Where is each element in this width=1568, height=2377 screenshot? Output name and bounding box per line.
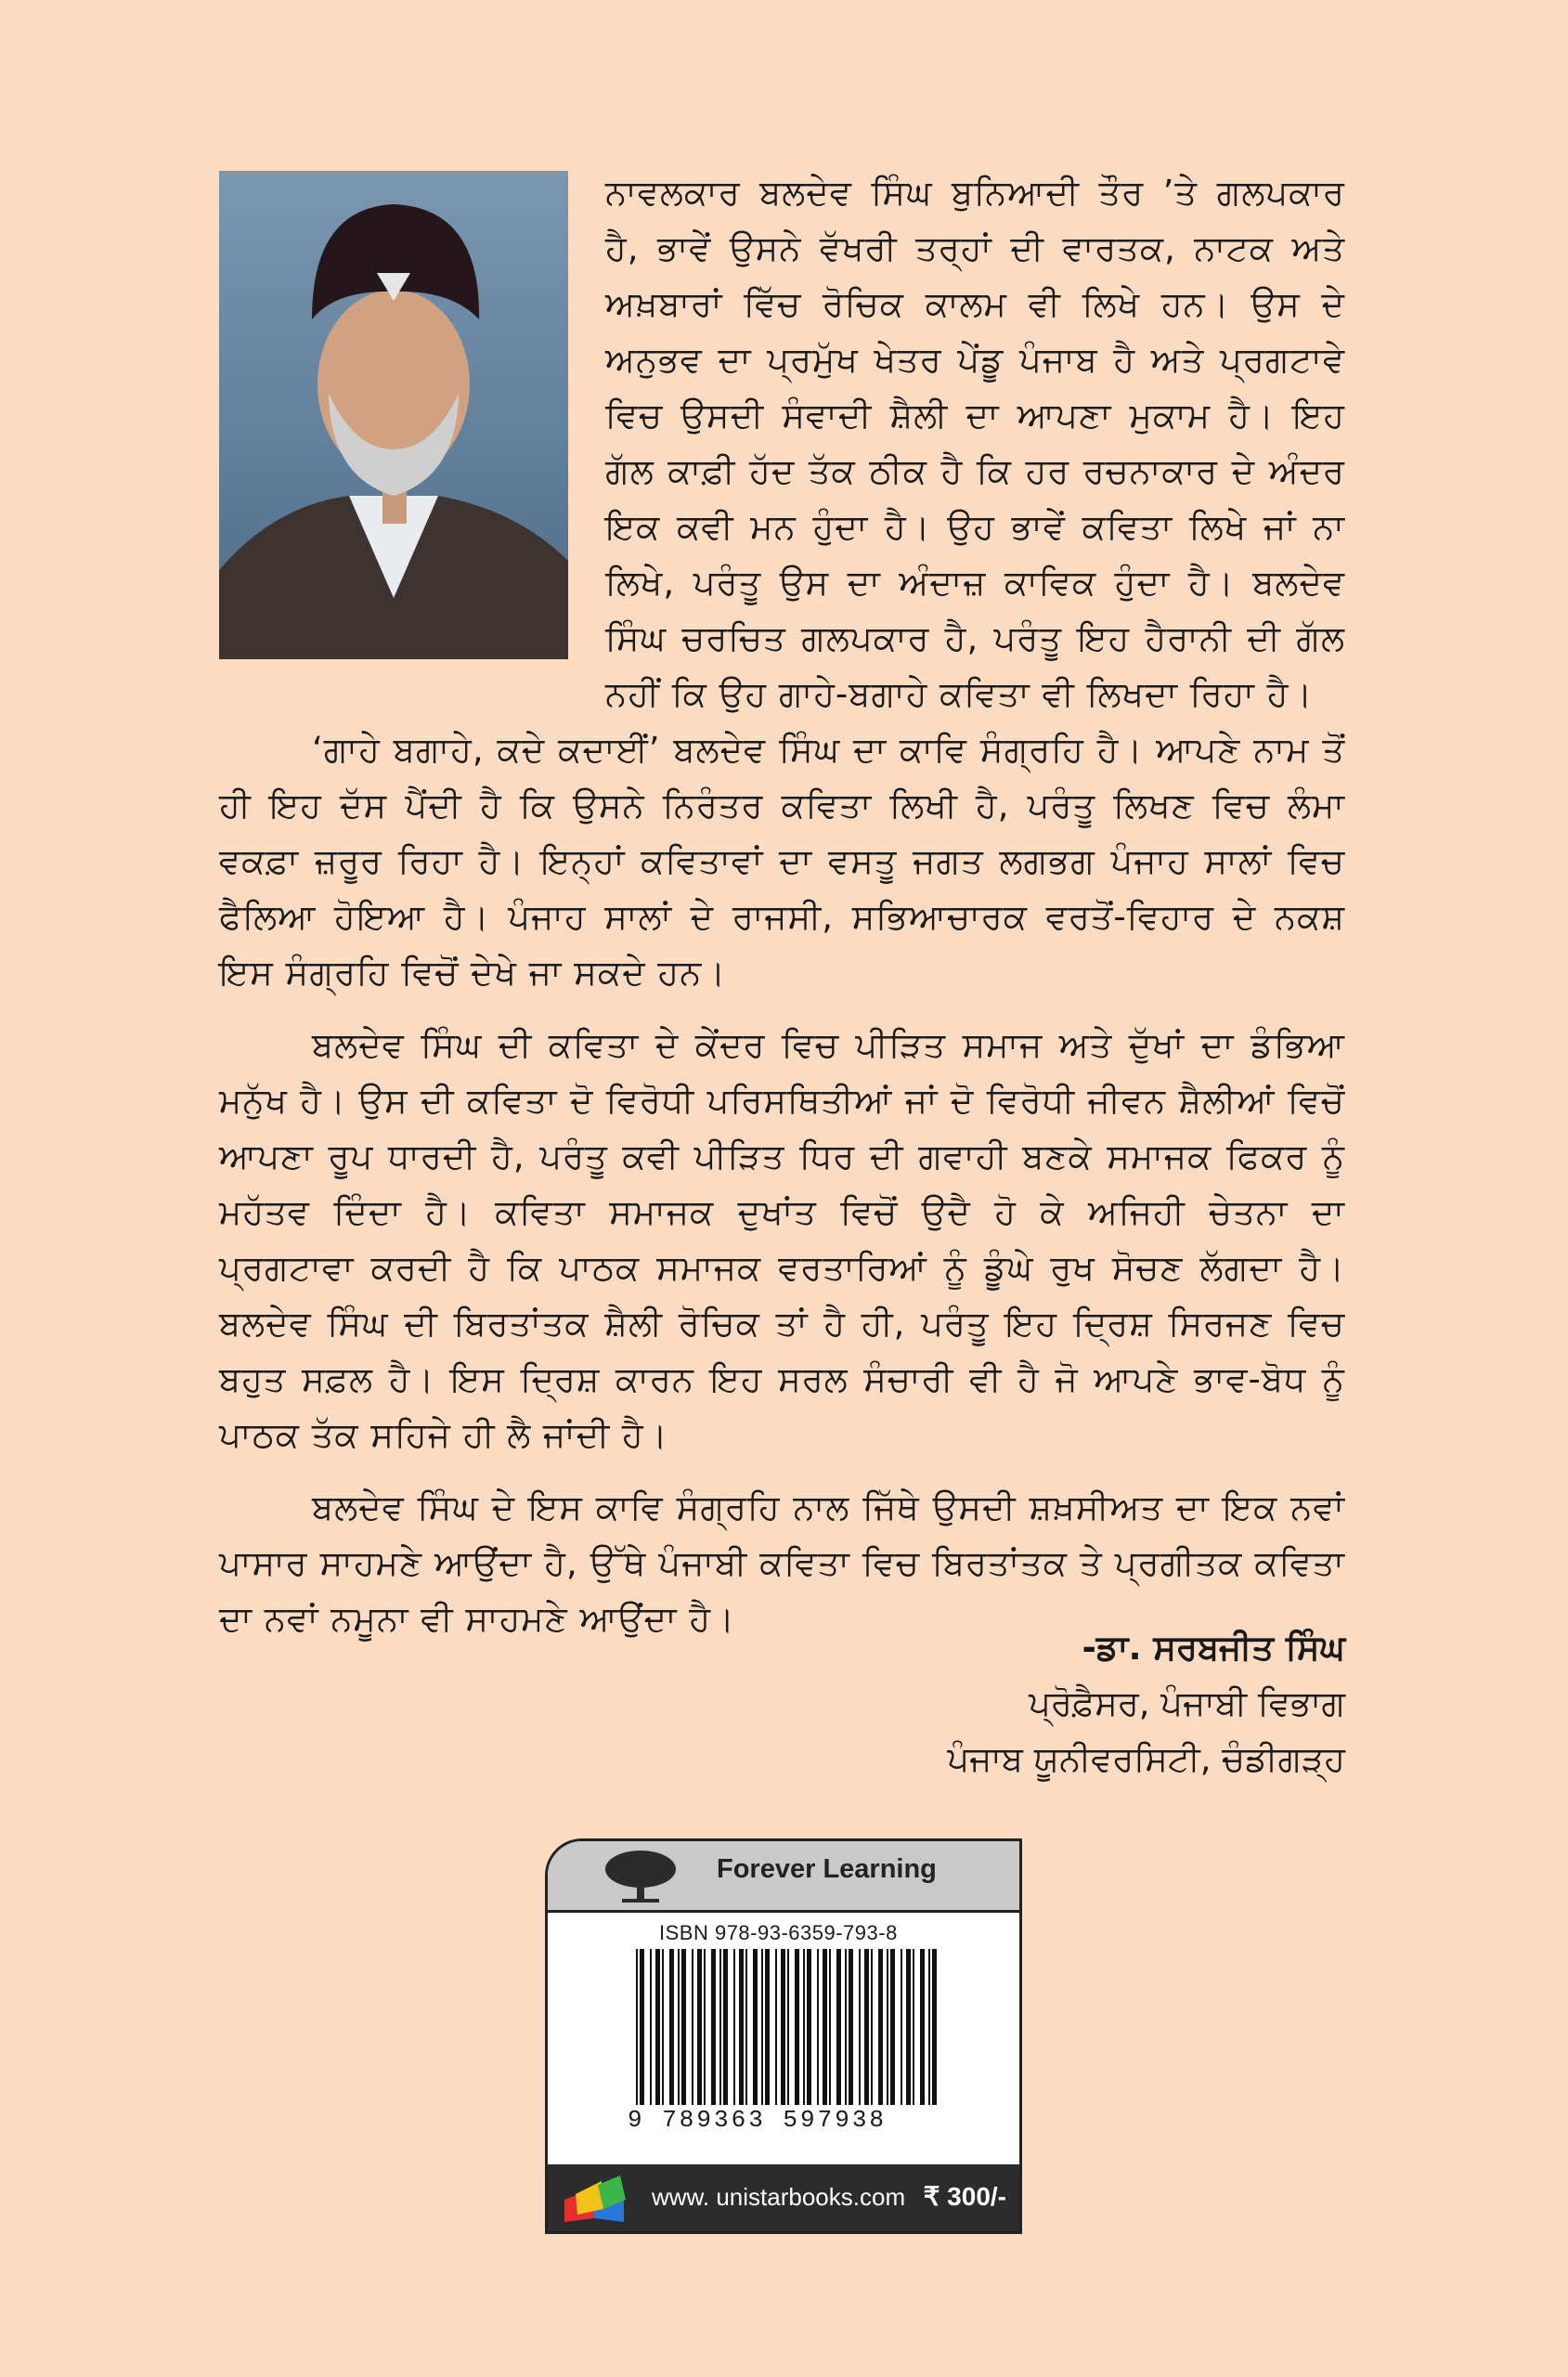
book-price: ₹ 300/- (923, 2182, 1006, 2211)
publisher-tagline: Forever Learning (717, 1854, 937, 1884)
barcode-box (545, 1838, 1022, 2234)
signature-affiliation: ਪੰਜਾਬ ਯੂਨੀਵਰਸਿਟੀ, ਚੰਡੀਗੜ੍ਹ (947, 1739, 1345, 1779)
paragraph-2: ‘ਗਾਹੇ ਬਗਾਹੇ, ਕਦੇ ਕਦਾਈਂ’ ਬਲਦੇਵ ਸਿੰਘ ਦਾ ਕਾਵਿ ਸੰਗ੍ਰਹਿ ਹੈ। ਆਪਣੇ ਨਾਮ ਤੋਂ ਹੀ ਇਹ ਦੱਸ ਪੈਂਦੀ ਹੈ ਕਿ ਉਸਨੇ ਨਿਰੰਤਰ ਕਵਿਤਾ ਲਿਖੀ ਹੈ, ਪਰੰਤੂ ਲਿਖਣ ਵਿਚ ਲੰਮਾ ਵਕਫ਼ਾ ਜ਼ਰੂਰ ਰਿਹਾ ਹੈ। ਇਨ੍ਹਾਂ ਕਵਿਤਾਵਾਂ ਦਾ ਵਸਤੂ ਜਗਤ ਲਗਭਗ ਪੰਜਾਹ ਸਾਲਾਂ ਵਿਚ ਫੈਲਿਆ ਹੋਇਆ ਹੈ। ਪੰਜਾਹ ਸਾਲਾਂ ਦੇ ਰਾਜਸੀ, ਸਭਿਆਚਾਰਕ ਵਰਤੋਂ-ਵਿਹਾਰ ਦੇ ਨਕਸ਼ ਇਸ ਸੰਗ੍ਰਹਿ ਵਿਚੋਂ ਦੇਖੇ ਜਾ ਸਕਦੇ ਹਨ। (219, 730, 1345, 993)
signature-block (947, 1620, 1345, 1787)
signature-name: -ਡਾ. ਸਰਬਜੀਤ ਸਿੰਘ (1082, 1628, 1345, 1668)
isbn-text: ISBN 978-93-6359-793-8 (659, 1921, 898, 1944)
publisher-website: www. unistarbooks.com (652, 2183, 906, 2211)
publisher-footer (548, 2164, 1019, 2231)
body-text (219, 722, 1345, 1647)
author-photo (219, 171, 568, 659)
paragraph-3: ਬਲਦੇਵ ਸਿੰਘ ਦੀ ਕਵਿਤਾ ਦੇ ਕੇਂਦਰ ਵਿਚ ਪੀੜਿਤ ਸਮਾਜ ਅਤੇ ਦੁੱਖਾਂ ਦਾ ਡੰਭਿਆ ਮਨੁੱਖ ਹੈ। ਉਸ ਦੀ ਕਵਿਤਾ ਦੋ ਵਿਰੋਧੀ ਪਰਿਸਥਿਤੀਆਂ ਜਾਂ ਦੋ ਵਿਰੋਧੀ ਜੀਵਨ ਸ਼ੈਲੀਆਂ ਵਿਚੋਂ ਆਪਣਾ ਰੂਪ ਧਾਰਦੀ ਹੈ, ਪਰੰਤੂ ਕਵੀ ਪੀੜਿਤ ਧਿਰ ਦੀ ਗਵਾਹੀ ਬਣਕੇ ਸਮਾਜਕ ਫਿਕਰ ਨੂੰ ਮਹੱਤਵ ਦਿੰਦਾ ਹੈ। ਕਵਿਤਾ ਸਮਾਜਕ ਦੁਖਾਂਤ ਵਿਚੋਂ ਉਦੈ ਹੋ ਕੇ ਅਜਿਹੀ ਚੇਤਨਾ ਦਾ ਪ੍ਰਗਟਾਵਾ ਕਰਦੀ ਹੈ ਕਿ ਪਾਠਕ ਸਮਾਜਕ ਵਰਤਾਰਿਆਂ ਨੂੰ ਡੂੰਘੇ ਰੁਖ ਸੋਚਣ ਲੱਗਦਾ ਹੈ। ਬਲਦੇਵ ਸਿੰਘ ਦੀ ਬਿਰਤਾਂਤਕ ਸ਼ੈਲੀ ਰੋਚਿਕ ਤਾਂ ਹੈ ਹੀ, ਪਰੰਤੂ ਇਹ ਦ੍ਰਿਸ਼ ਸਿਰਜਣ ਵਿਚ ਬਹੁਤ ਸਫ਼ਲ ਹੈ। ਇਸ ਦ੍ਰਿਸ਼ ਕਾਰਨ ਇਹ ਸਰਲ ਸੰਚਾਰੀ ਵੀ ਹੈ ਜੋ ਆਪਣੇ ਭਾਵ-ਬੋਧ ਨੂੰ ਪਾਠਕ ਤੱਕ ਸਹਿਜੇ ਹੀ ਲੈ ਜਾਂਦੀ ਹੈ। (219, 1025, 1345, 1455)
tree-icon (603, 1849, 678, 1904)
barcode (636, 1949, 942, 2105)
paragraph-4: ਬਲਦੇਵ ਸਿੰਘ ਦੇ ਇਸ ਕਾਵਿ ਸੰਗ੍ਰਹਿ ਨਾਲ ਜਿੱਥੇ ਉਸਦੀ ਸ਼ਖ਼ਸੀਅਤ ਦਾ ਇਕ ਨਵਾਂ ਪਾਸਾਰ ਸਾਹਮਣੇ ਆਉਂਦਾ ਹੈ, ਉੱਥੇ ਪੰਜਾਬੀ ਕਵਿਤਾ ਵਿਚ ਬਿਰਤਾਂਤਕ ਤੇ ਪ੍ਰਗੀਤਕ ਕਵਿਤਾ ਦਾ ਨਵਾਂ ਨਮੂਨਾ ਵੀ ਸਾਹਮਣੇ ਆਉਂਦਾ ਹੈ। (219, 1487, 1345, 1639)
publisher-header (548, 1841, 1019, 1913)
barcode-digits: 9 789363 597938 (628, 2106, 888, 2134)
books-logo-icon (557, 2172, 641, 2224)
signature-title: ਪ੍ਰੋਫ਼ੈਸਰ, ਪੰਜਾਬੀ ਵਿਭਾਗ (1029, 1683, 1345, 1723)
intro-paragraph: ਨਾਵਲਕਾਰ ਬਲਦੇਵ ਸਿੰਘ ਬੁਨਿਆਦੀ ਤੌਰ ’ਤੇ ਗਲਪਕਾਰ ਹੈ, ਭਾਵੇਂ ਉਸਨੇ ਵੱਖਰੀ ਤਰ੍ਹਾਂ ਦੀ ਵਾਰਤਕ, ਨਾਟਕ ਅਤੇ ਅਖ਼ਬਾਰਾਂ ਵਿੱਚ ਰੋਚਿਕ ਕਾਲਮ ਵੀ ਲਿਖੇ ਹਨ। ਉਸ ਦੇ ਅਨੁਭਵ ਦਾ ਪ੍ਰਮੁੱਖ ਖੇਤਰ ਪੇਂਡੂ ਪੰਜਾਬ ਹੈ ਅਤੇ ਪ੍ਰਗਟਾਵੇ ਵਿਚ ਉਸਦੀ ਸੰਵਾਦੀ ਸ਼ੈਲੀ ਦਾ ਆਪਣਾ ਮੁਕਾਮ ਹੈ। ਇਹ ਗੱਲ ਕਾਫ਼ੀ ਹੱਦ ਤੱਕ ਠੀਕ ਹੈ ਕਿ ਹਰ ਰਚਨਾਕਾਰ ਦੇ ਅੰਦਰ ਇਕ ਕਵੀ ਮਨ ਹੁੰਦਾ ਹੈ। ਉਹ ਭਾਵੇਂ ਕਵਿਤਾ ਲਿਖੇ ਜਾਂ ਨਾ ਲਿਖੇ, ਪਰੰਤੂ ਉਸ ਦਾ ਅੰਦਾਜ਼ ਕਾਵਿਕ ਹੁੰਦਾ ਹੈ। ਬਲਦੇਵ ਸਿੰਘ ਚਰਚਿਤ ਗਲਪਕਾਰ ਹੈ, ਪਰੰਤੂ ਇਹ ਹੈਰਾਨੀ ਦੀ ਗੱਲ ਨਹੀਂ ਕਿ ਉਹ ਗਾਹੇ-ਬਗਾਹੇ ਕਵਿਤਾ ਵੀ ਲਿਖਦਾ ਰਿਹਾ ਹੈ। (605, 173, 1345, 714)
